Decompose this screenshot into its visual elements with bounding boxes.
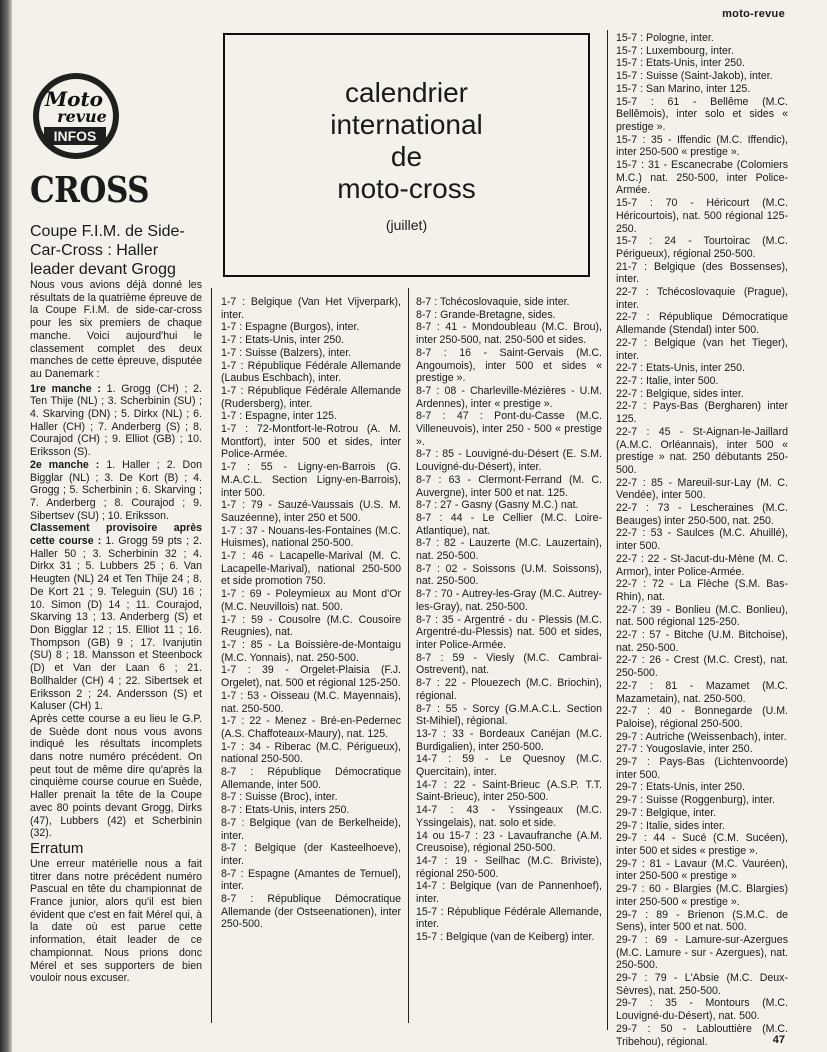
calendar-entry: 15-7 : Belgique (van de Keiberg) inter. bbox=[416, 931, 595, 944]
calendar-entry: 15-7 : 61 - Bellême (M.C. Bellêmois), inter solo et sides « prestige ». bbox=[616, 95, 788, 133]
calendar-entry: 8-7 : 82 - Lauzerte (M.C. Lauzertain), nat. 250-500. bbox=[416, 537, 602, 563]
calendar-entry: 1-7 : 37 - Nouans-les-Fontaines (M.C. Huismes), national 250-500. bbox=[221, 524, 401, 550]
calendar-entry: 15-7 : République Fédérale Allemande, inter. bbox=[416, 905, 602, 931]
calendar-entry: 22-7 : 57 - Bitche (U.M. Bitchoise), nat. 250-500. bbox=[616, 629, 788, 654]
calendar-entry: 8-7 : République Démocratique Allemande, inter 500. bbox=[221, 766, 401, 791]
calendar-entry: 15-7 : 24 - Tourtoirac (M.C. Périgueux), régional 250-500. bbox=[616, 235, 788, 260]
manche1-results: 1. Grogg (CH) ; 2. Ten Thije (NL) ; 3. Scherbinin (SU) ; 4. Skarving (DN) ; 5. Dirkx (NL) ; 6. Haller (CH) ; 7. Anderberg (S) ; 8. Courajod (CH) ; 9. Elliot (GB) ; 10. Eriksson (S). bbox=[30, 382, 203, 459]
calendar-entry: 8-7 : 59 - Viesly (M.C. Cambrai-Ostrevent), nat. bbox=[416, 651, 602, 677]
calendar-entry: 8-7 : 47 : Pont-du-Casse (M.C. Villeneuvois), inter 250 - 500 « prestige ». bbox=[416, 410, 602, 448]
calendar-entry: 22-7 : Pays-Bas (Bergharen) inter 125. bbox=[616, 400, 788, 426]
calendar-entry: 15-7 : 70 - Héricourt (M.C. Héricourtois), nat. 500 régional 125-250. bbox=[616, 197, 788, 235]
section-label: CROSS bbox=[30, 170, 150, 212]
classement-paragraph bbox=[30, 522, 202, 713]
calendar-entry: 15-7 : Etats-Unis, inter 250. bbox=[616, 57, 745, 70]
calendar-entry: 15-7 : 31 - Escanecrabe (Colomiers M.C.) nat. 250-500, inter Police-Armée. bbox=[616, 159, 788, 197]
calendar-entry: 1-7 : Etats-Unis, inter 250. bbox=[221, 334, 345, 347]
calendar-title-box bbox=[223, 33, 590, 277]
calendar-entry: 8-7 : 41 - Mondoubleau (M.C. Brou), inter 250-500, nat. 250-500 et sides. bbox=[416, 321, 602, 347]
calendar-entry: 22-7 : 85 - Mareuil-sur-Lay (M. C. Vendée), inter 500. bbox=[616, 476, 788, 502]
calendar-entry: 14-7 : Belgique (van de Pannenhoef), inter. bbox=[416, 880, 602, 906]
calendar-entry: 1-7 : 22 - Menez - Bré-en-Pedernec (A.S. Chaffoteaux-Maury), nat. 125. bbox=[221, 715, 401, 740]
calendar-subtitle: (juillet) bbox=[385, 217, 428, 233]
calendar-entry: 29-7 : Italie, sides inter. bbox=[616, 819, 725, 832]
calendar-entry: 14-7 : 59 - Le Quesnoy (M.C. Quercitain), inter. bbox=[416, 753, 602, 779]
logo-graphic bbox=[30, 70, 122, 162]
calendar-entry: 29-7 : 89 - Brienon (S.M.C. de Sens), inter 500 et nat. 500. bbox=[616, 908, 788, 934]
calendar-entry: 8-7 : Etats-Unis, inters 250. bbox=[221, 804, 350, 817]
calendar-entry: 29-7 : 60 - Blargies (M.C. Blargies) inter 250-500 « prestige ». bbox=[616, 883, 788, 908]
moto-revue-infos-logo bbox=[30, 70, 122, 162]
calendar-entry: 8-7 : 44 - Le Cellier (M.C. Loire-Atlantique), nat. bbox=[416, 511, 602, 537]
calendar-entry: 8-7 : Belgique (der Kasteelhoeve), inter. bbox=[221, 842, 401, 867]
calendar-column-2 bbox=[221, 296, 401, 931]
calendar-entry: 22-7 : Belgique, sides inter. bbox=[616, 387, 744, 400]
calendar-entry: 8-7 : Grande-Bretagne, sides. bbox=[416, 308, 556, 321]
article-headline: Coupe F.I.M. de Side-Car-Cross : Haller leader devant Grogg bbox=[30, 223, 185, 278]
calendar-entry: 22-7 : République Démocratique Allemande (Stendal) inter 500. bbox=[616, 311, 788, 337]
calendar-title-line-4: moto-cross bbox=[337, 173, 476, 204]
logo-line-moto: Moto bbox=[44, 87, 104, 111]
page-binding-edge bbox=[0, 0, 12, 1052]
calendar-entry: 29-7 : 81 - Lavaur (M.C. Vauréen), inter 250-500 « prestige » bbox=[616, 857, 788, 883]
calendar-entry: 8-7 : 35 - Argentré - du - Plessis (M.C. Argentré-du-Plessis) nat. 500 et sides, inter Police-Armée. bbox=[416, 613, 602, 651]
calendar-entry: 8-7 : 22 - Plouezech (M.C. Briochin), régional. bbox=[416, 677, 602, 702]
calendar-entry: 29-7 : Pays-Bas (Lichtenvoorde) inter 500. bbox=[616, 756, 788, 781]
calendar-entry: 8-7 : République Démocratique Allemande (der Ostseenationen), inter 250-500. bbox=[221, 893, 401, 931]
calendar-entry: 8-7 : 63 - Clermont-Ferrand (M. C. Auvergne), inter 500 et nat. 125. bbox=[416, 473, 602, 499]
calendar-entry: 29-7 : 50 - Lablouttière (M.C. Tribehou), régional. bbox=[616, 1022, 788, 1048]
calendar-entry: 8-7 : Espagne (Amantes de Ternuel), inter. bbox=[221, 867, 401, 893]
calendar-entry: 8-7 : 16 - Saint-Gervais (M.C. Angoumois), inter 500 et sides « prestige ». bbox=[416, 346, 602, 385]
calendar-entry: 1-7 : 55 - Ligny-en-Barrois (G. M.A.C.L. Section Ligny-en-Barrois), inter 500. bbox=[221, 461, 401, 499]
calendar-column-4 bbox=[616, 32, 788, 1048]
calendar-entry: 22-7 : 72 - La Flèche (S.M. Bas-Rhin), nat. bbox=[616, 578, 788, 603]
calendar-entry: 1-7 : 69 - Poleymieux au Mont d'Or (M.C. Neuvillois) nat. 500. bbox=[221, 588, 401, 613]
calendar-entry: 1-7 : 72-Montfort-le-Rotrou (A. M. Montfort), inter 500 et sides, inter Police-Armée. bbox=[221, 423, 401, 461]
calendar-entry: 29-7 : Suisse (Roggenburg), inter. bbox=[616, 794, 775, 807]
calendar-entry: 8-7 : Tchécoslovaquie, side inter. bbox=[416, 296, 570, 308]
manche2-results: 1. Haller ; 2. Don Bigglar (NL) ; 3. De Kort (B) ; 4. Grogg ; 5. Scherbinin ; 6. Skarving ; 7. Anderberg ; 8. Courajod ; 9. Sibertsev (SU) ; 10. Eriksson. bbox=[30, 458, 202, 522]
magazine-header: moto-revue bbox=[722, 8, 785, 20]
logo-line-infos: INFOS bbox=[53, 128, 97, 144]
logo-line-revue: revue bbox=[57, 107, 107, 126]
calendar-column-3 bbox=[416, 296, 602, 944]
manche1-paragraph bbox=[30, 383, 202, 459]
calendar-entry: 22-7 : 22 - St-Jacut-du-Mène (M. C. Armor), inter Police-Armée. bbox=[616, 552, 788, 578]
calendar-entry: 15-7 : Pologne, inter. bbox=[616, 32, 714, 44]
classement-label: Classement provisoire après cette course : bbox=[30, 522, 202, 548]
calendar-entry: 29-7 : Belgique, inter. bbox=[616, 806, 717, 819]
calendar-entry: 22-7 : 45 - St-Aignan-le-Jaillard (A.M.C. Orléannais), inter 500 « prestige » nat. 250 débutants 250-500. bbox=[616, 425, 788, 476]
calendar-entry: 8-7 : 70 - Autrey-les-Gray (M.C. Autrey-les-Gray), nat. 250-500. bbox=[416, 588, 602, 613]
calendar-entry: 14-7 : 19 - Seilhac (M.C. Briviste), régional 250-500. bbox=[416, 854, 602, 880]
calendar-entry: 1-7 : République Fédérale Allemande (Laubus Eschbach), inter. bbox=[221, 359, 401, 385]
manche2-paragraph bbox=[30, 459, 202, 523]
calendar-entry: 1-7 : République Fédérale Allemande (Rudersberg), inter. bbox=[221, 384, 401, 410]
calendar-entry: 22-7 : 53 - Saulces (M.C. Ahuillé), inter 500. bbox=[616, 527, 788, 553]
article-intro: Nous vous avions déjà donné les résultats de la quatrième épreuve de la Coupe F.I.M. de side-car-cross pour les six premiers de chaque manche. Voici aujourd'hui le classement complet des deux manches de cette épreuve, disputée au Danemark : bbox=[30, 279, 202, 380]
calendar-entry: 8-7 : Suisse (Broc), inter. bbox=[221, 791, 338, 804]
calendar-entry: 29-7 : 44 - Sucé (C.M. Sucéen), inter 500 et sides « prestige ». bbox=[616, 832, 788, 857]
calendar-entry: 1-7 : Espagne, inter 125. bbox=[221, 410, 338, 423]
calendar-entry: 22-7 : 40 - Bonnegarde (U.M. Paloise), régional 250-500. bbox=[616, 705, 788, 730]
column-rule bbox=[211, 288, 212, 1023]
calendar-entry: 1-7 : Espagne (Burgos), inter. bbox=[221, 321, 360, 334]
calendar-entry: 15-7 : Suisse (Saint-Jakob), inter. bbox=[616, 70, 773, 83]
calendar-entry: 22-7 : Italie, inter 500. bbox=[616, 374, 719, 387]
manche1-label: 1re manche : bbox=[30, 382, 101, 395]
article-closing: Après cette course a eu lieu le G.P. de Suède dont nous vous avons indiqué les résultats incomplets dans notre numéro précédent. On peut tout de même dire qu'après la cinquième course courue en Suède, Haller prenait la tête de la Coupe avec 80 points devant Grogg, Dirks (47), Lubbers (42) et Scherbinin (32). bbox=[30, 712, 202, 840]
calendar-entry: 15-7 : San Marino, inter 125. bbox=[616, 82, 751, 95]
erratum-text: Une erreur matérielle nous a fait titrer dans notre précédent numéro Pascual en tête du championnat de France junior, alors qu'il est bien évident que c'est en fait Mérel qui, à la date où est parue cette information, était leader de ce championnat. Nous prions donc Mérel et ses supporters de bien vouloir nous excuser. bbox=[30, 857, 202, 985]
manche2-label: 2e manche : bbox=[30, 458, 100, 471]
article-column bbox=[30, 222, 202, 985]
calendar-entry: 29-7 : 69 - Lamure-sur-Azergues (M.C. Lamure - sur - Azergues), nat. 250-500. bbox=[616, 933, 788, 972]
calendar-entry: 14 ou 15-7 : 23 - Lavaufranche (A.M. Creusoise), régional 250-500. bbox=[416, 829, 602, 855]
calendar-entry: 22-7 : 26 - Crest (M.C. Crest), nat. 250-500. bbox=[616, 654, 788, 680]
classement-results: 1. Grogg 59 pts ; 2. Haller 50 ; 3. Scherbinin 32 ; 4. Dirkx 31 ; 5. Lubbers 25 ; 6. Van Heugten (NL) 24 et Ten Thije 24 ; 8. De Kort 21 ; 9. Teleguin (SU) 16 ; 10. Simon (D) 14 ; 11. Courajod, Skarving 13 ; 13. Anderberg (S) et Don Bigglar 12 ; 15. Elliot 11 ; 16. Thompson (GB) 9 ; 17. Ivanjutin (SU) 8 ; 18. Mansson et Steenbock (D) et Van der Laan 6 ; 21. Bollhalder (CH) 4 ; 22. Sibertsek et Eriksson 2 ; 24. Andersson (S) et Kaluser (CH) 1. bbox=[30, 535, 202, 713]
calendar-entry: 22-7 : 73 - Lescheraines (M.C. Beauges) inter 250-500, nat. 250. bbox=[616, 502, 788, 527]
calendar-entry: 15-7 : Luxembourg, inter. bbox=[616, 44, 734, 57]
calendar-entry: 8-7 : 08 - Charleville-Mézières - U.M. Ardennes), inter « prestige ». bbox=[416, 384, 602, 410]
calendar-entry: 1-7 : 53 - Oisseau (M.C. Mayennais), nat. 250-500. bbox=[221, 689, 401, 715]
calendar-entry: 1-7 : 79 - Sauzé-Vaussais (U.S. M. Sauzéenne), inter 250 et 500. bbox=[221, 499, 401, 524]
calendar-entry: 8-7 : 85 - Louvigné-du-Désert (E. S.M. Louvigné-du-Désert), inter. bbox=[416, 448, 602, 474]
calendar-entry: 29-7 : 79 - L'Absie (M.C. Deux-Sèvres), nat. 250-500. bbox=[616, 972, 788, 997]
calendar-entry: 21-7 : Belgique (des Bossenses), inter. bbox=[616, 260, 788, 286]
calendar-entry: 27-7 : Yougoslavie, inter 250. bbox=[616, 743, 753, 756]
calendar-entry: 1-7 : 46 - Lacapelle-Marival (M. C. Lacapelle-Marival), national 250-500 et side promotion 750. bbox=[221, 550, 401, 588]
column-rule bbox=[408, 288, 409, 1023]
calendar-entry: 29-7 : Etats-Unis, inter 250. bbox=[616, 781, 745, 794]
calendar-title-line-2: international bbox=[330, 109, 483, 140]
calendar-entry: 29-7 : Autriche (Weissenbach), inter. bbox=[616, 730, 787, 743]
calendar-entry: 8-7 : 55 - Sorcy (G.M.A.C.L. Section St-Mihiel), régional. bbox=[416, 702, 602, 728]
calendar-entry: 1-7 : 85 - La Boissière-de-Montaigu (M.C. Yonnais), nat. 250-500. bbox=[221, 638, 401, 664]
calendar-entry: 8-7 : 02 - Soissons (U.M. Soissons), nat. 250-500. bbox=[416, 562, 602, 588]
calendar-entry: 8-7 : Belgique (van de Berkelheide), inter. bbox=[221, 816, 401, 842]
calendar-entry: 14-7 : 43 - Yssingeaux (M.C. Yssingelais), nat. solo et side. bbox=[416, 804, 602, 829]
calendar-title-line-3: de bbox=[390, 141, 423, 172]
erratum-title: Erratum bbox=[30, 839, 84, 857]
calendar-entry: 1-7 : 39 - Orgelet-Plaisia (F.J. Orgelet), nat. 500 et régional 125-250. bbox=[221, 664, 401, 690]
column-rule bbox=[607, 30, 608, 1030]
calendar-entry: 14-7 : 22 - Saint-Brieuc (A.S.P. T.T. Saint-Brieuc), inter 250-500. bbox=[416, 778, 602, 804]
calendar-entry: 1-7 : 59 - Cousolre (M.C. Cousoire Reugnies), nat. bbox=[221, 613, 401, 639]
calendar-entry: 22-7 : Belgique (van het Tieger), inter. bbox=[616, 336, 788, 362]
calendar-entry: 22-7 : Etats-Unis, inter 250. bbox=[616, 362, 745, 375]
calendar-entry: 1-7 : Belgique (Van Het Vijverpark), inter. bbox=[221, 296, 401, 321]
calendar-entry: 8-7 : 27 - Gasny (Gasny M.C.) nat. bbox=[416, 499, 579, 512]
calendar-entry: 15-7 : 35 - Iffendic (M.C. Iffendic), inter 250-500 « prestige ». bbox=[616, 133, 788, 159]
page-number: 47 bbox=[772, 1034, 785, 1046]
calendar-entry: 22-7 : 39 - Bonlieu (M.C. Bonlieu), nat. 500 régional 125-250. bbox=[616, 603, 788, 629]
calendar-entry: 22-7 : 81 - Mazamet (M.C. Mazametain), nat. 250-500. bbox=[616, 679, 788, 705]
calendar-title-line-1: calendrier bbox=[345, 77, 468, 108]
calendar-entry: 1-7 : 34 - Riberac (M.C. Périgueux), national 250-500. bbox=[221, 740, 401, 766]
calendar-entry: 22-7 : Tchécoslovaquie (Prague), inter. bbox=[616, 286, 788, 311]
calendar-entry: 1-7 : Suisse (Balzers), inter. bbox=[221, 346, 352, 359]
calendar-entry: 13-7 : 33 - Bordeaux Canéjan (M.C. Burdigalien), inter 250-500. bbox=[416, 727, 602, 753]
calendar-entry: 29-7 : 35 - Montours (M.C. Louvigné-du-Désert), nat. 500. bbox=[616, 997, 788, 1023]
